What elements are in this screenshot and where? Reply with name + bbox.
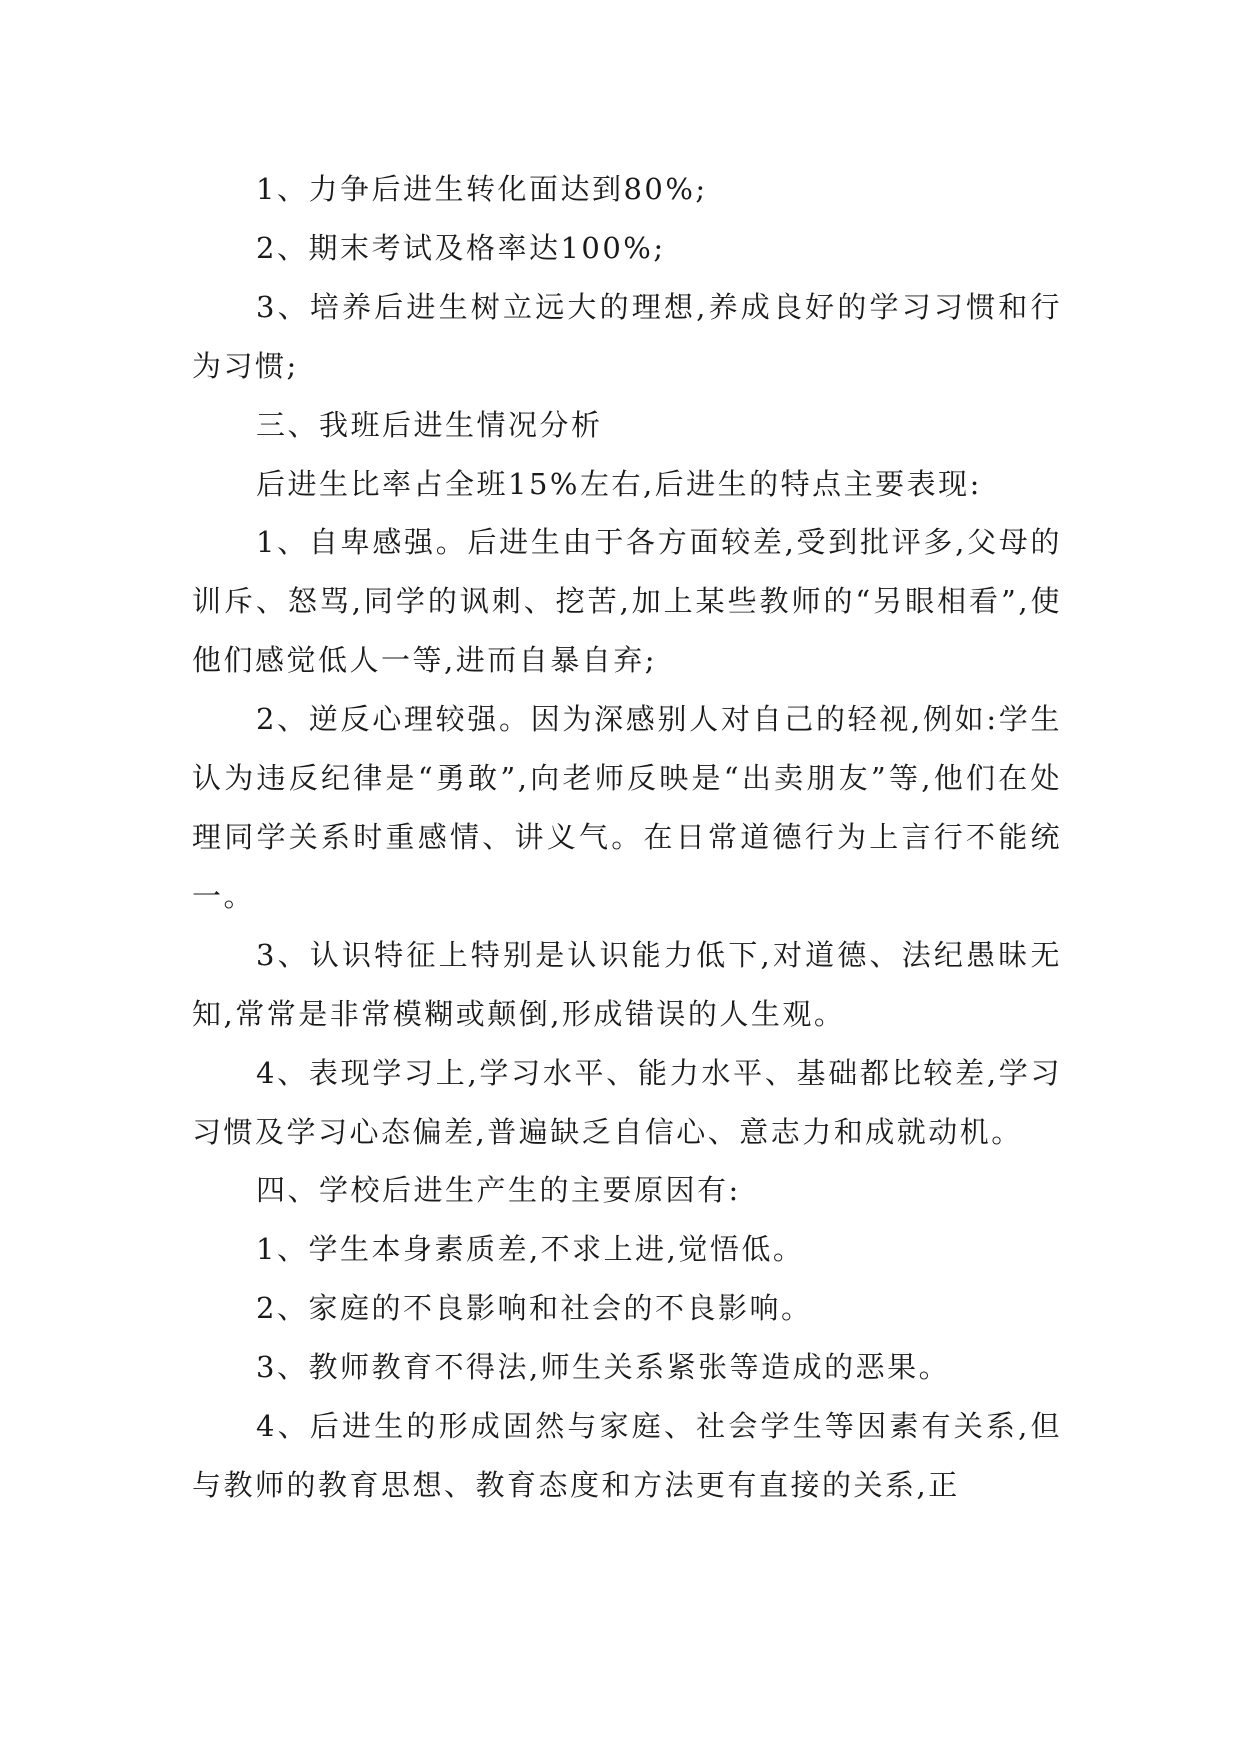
paragraph-cause-3: 3、教师教育不得法,师生关系紧张等造成的恶果。: [256, 1350, 951, 1385]
paragraph-trait-4: 4、表现学习上,学习水平、能力水平、基础都比较差,学习习惯及学习心态偏差,普遍缺乏自信心、意志力和成就动机。: [192, 1055, 1062, 1149]
paragraph-goal-2: 2、期末考试及格率达100%;: [256, 230, 666, 265]
document-body: [192, 160, 1062, 1515]
section-heading-4: 四、学校后进生产生的主要原因有:: [256, 1173, 741, 1208]
paragraph-goal-3: 3、培养后进生树立远大的理想,养成良好的学习习惯和行为习惯;: [192, 289, 1062, 383]
paragraph-ratio: 后进生比率占全班15%左右,后进生的特点主要表现:: [256, 466, 982, 501]
paragraph-cause-1: 1、学生本身素质差,不求上进,觉悟低。: [256, 1232, 805, 1267]
paragraph-goal-1: 1、力争后进生转化面达到80%;: [256, 172, 708, 206]
paragraph-trait-1: 1、自卑感强。后进生由于各方面较差,受到批评多,父母的训斥、怒骂,同学的讽刺、挖苦,加上某些教师的“另眼相看”,使他们感觉低人一等,进而自暴自弃;: [192, 525, 1062, 678]
paragraph-trait-3: 3、认识特征上特别是认识能力低下,对道德、法纪愚昧无知,常常是非常模糊或颠倒,形成错误的人生观。: [192, 937, 1062, 1031]
paragraph-trait-2: 2、逆反心理较强。因为深感别人对自己的轻视,例如:学生认为违反纪律是“勇敢”,向老师反映是“出卖朋友”等,他们在处理同学关系时重感情、讲义气。在日常道德行为上言行不能统一。: [192, 702, 1062, 913]
paragraph-cause-2: 2、家庭的不良影响和社会的不良影响。: [256, 1291, 813, 1326]
paragraph-cause-4: 4、后进生的形成固然与家庭、社会学生等因素有关系,但与教师的教育思想、教育态度和方法更有直接的关系,正: [192, 1409, 1062, 1502]
section-heading-3: 三、我班后进生情况分析: [256, 407, 603, 442]
